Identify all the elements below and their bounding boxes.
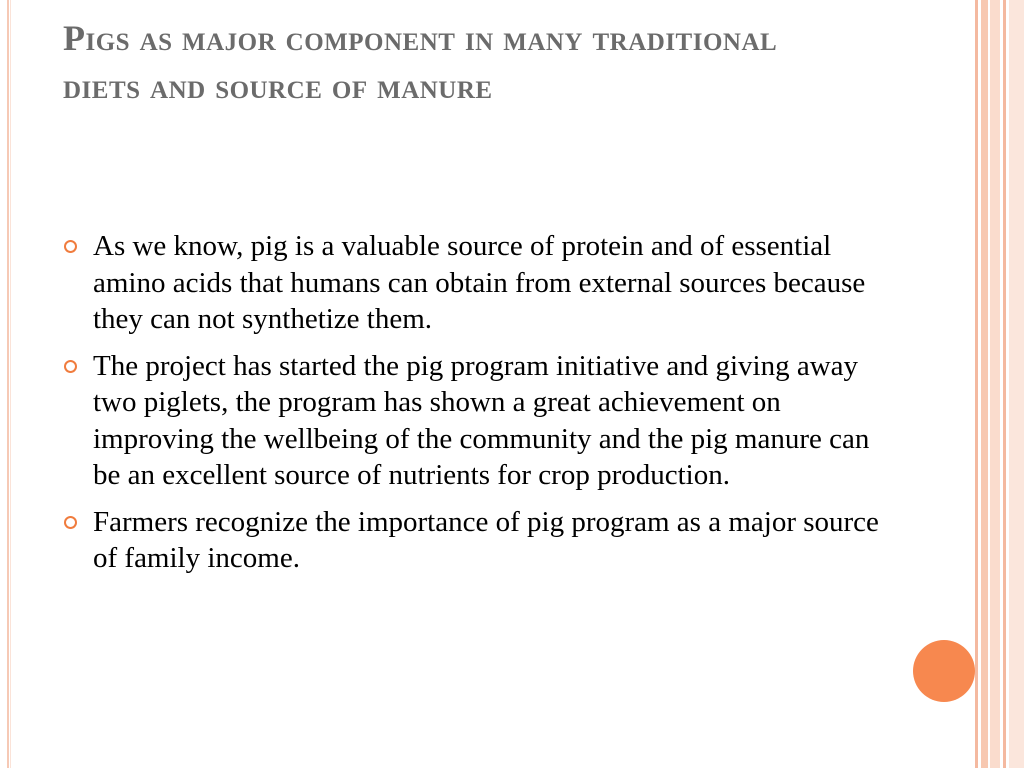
left-frame-line-inner <box>10 0 11 768</box>
orange-circle-decoration <box>913 640 975 702</box>
slide-title: Pigs as major component in many traditional diets and source of manure <box>63 18 778 106</box>
bullet-item-income <box>62 504 892 577</box>
bullet-list <box>62 228 892 587</box>
right-stripe-2 <box>981 0 988 768</box>
bullet-text: As we know, pig is a valuable source of protein and of essential amino acids that humans can obtain from external sources because they can not synthetize them. <box>93 230 866 335</box>
right-stripe-1 <box>975 0 978 768</box>
right-stripe-3 <box>990 0 1000 768</box>
bullet-item-protein <box>62 228 892 338</box>
bullet-text: The project has started the pig program initiative and giving away two piglets, the program has shown a great achievement on improving the wellbeing of the community and the pig manure can be an excellent source of nutrients for crop production. <box>93 349 870 491</box>
right-stripe-4 <box>1003 0 1006 768</box>
hollow-circle-bullet-icon <box>64 516 77 529</box>
hollow-circle-bullet-icon <box>64 240 77 253</box>
left-frame-line <box>7 0 9 768</box>
bullet-text: Farmers recognize the importance of pig program as a major source of family income. <box>93 505 879 574</box>
right-stripe-5 <box>1009 0 1024 768</box>
hollow-circle-bullet-icon <box>64 360 77 373</box>
bullet-item-program <box>62 348 892 494</box>
